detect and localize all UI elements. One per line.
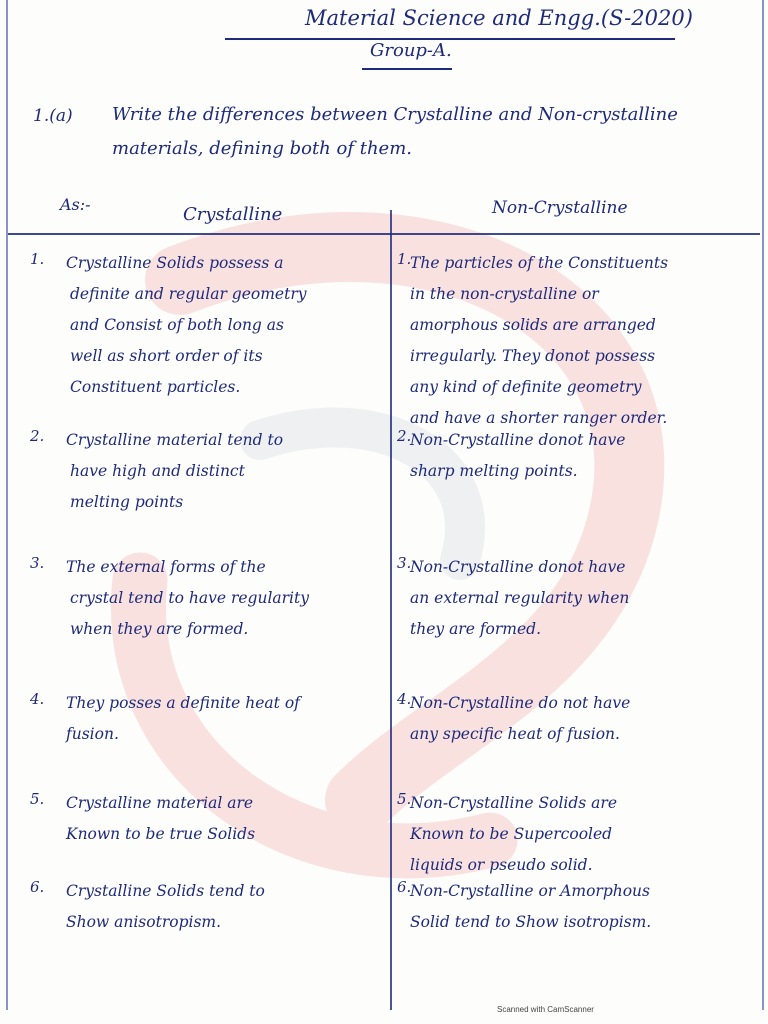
text-line: in the non-crystalline or [410,285,599,303]
table-header-rule [8,233,760,235]
text-line: The external forms of the [66,558,266,576]
text-line: Non-Crystalline donot have [410,558,626,576]
text-line: Non-Crystalline do not have [410,694,631,712]
text-line: Non-Crystalline donot have [410,431,626,449]
text-line: Known to be true Solids [66,825,256,843]
text-line: any specific heat of fusion. [410,725,620,743]
row-4-left-text [66,688,384,750]
text-line: liquids or pseudo solid. [410,856,593,874]
answer-label: As:- [60,195,91,214]
row-4-left-number: 4. [30,690,45,708]
text-line: well as short order of its [70,347,263,365]
row-5-left-number: 5. [30,790,45,808]
row-2-left-number: 2. [30,427,45,445]
text-line: sharp melting points. [410,462,578,480]
text-line: irregularly. They donot possess [410,347,656,365]
text-line: The particles of the Constituents [410,254,669,272]
row-4-right-number: 4. [397,690,412,708]
row-2-right-text [410,425,760,487]
text-line: Crystalline Solids possess a [66,254,284,272]
text-line: any kind of definite geometry [410,378,642,396]
row-2-left-text [66,425,384,518]
column-heading-non-crystalline: Non-Crystalline [492,198,628,218]
text-line: Crystalline Solids tend to [66,882,265,900]
row-3-left-text [66,552,384,645]
text-line: Non-Crystalline or Amorphous [410,882,650,900]
text-line: They posses a definite heat of [66,694,300,712]
row-6-left-number: 6. [30,878,45,896]
text-line: an external regularity when [410,589,630,607]
text-line: melting points [70,493,184,511]
row-6-left-text [66,876,384,938]
group-underline [362,68,452,70]
row-6-right-number: 6. [397,878,412,896]
group-heading: Group-A. [370,40,452,61]
row-4-right-text [410,688,760,750]
page-title: Material Science and Engg.(S-2020) [305,6,693,30]
text-line: Solid tend to Show isotropism. [410,913,652,931]
table-column-divider [390,210,392,1010]
row-3-right-number: 3. [397,554,412,572]
row-6-right-text [410,876,760,938]
text-line: have high and distinct [70,462,245,480]
row-5-left-text [66,788,384,850]
text-line: when they are formed. [70,620,249,638]
text-line: definite and regular geometry [70,285,307,303]
text-line: crystal tend to have regularity [70,589,309,607]
right-margin-line [762,0,764,1010]
scanner-footer: Scanned with CamScanner [497,1005,594,1014]
column-heading-crystalline: Crystalline [183,204,283,225]
text-line: Known to be Supercooled [410,825,613,843]
row-1-right-number: 1. [397,250,412,268]
question-number: 1.(a) [33,106,73,126]
text-line: Show anisotropism. [66,913,222,931]
row-1-left-number: 1. [30,250,45,268]
text-line: Crystalline material are [66,794,254,812]
row-3-right-text [410,552,760,645]
left-margin-line [6,0,8,1010]
question-text-line-1: Write the differences between Crystalline and Non-crystalline [112,104,678,125]
text-line: they are formed. [410,620,542,638]
text-line: Crystalline material tend to [66,431,284,449]
text-line: Non-Crystalline Solids are [410,794,618,812]
row-2-right-number: 2. [397,427,412,445]
row-5-right-text [410,788,760,881]
text-line: and Consist of both long as [70,316,284,334]
row-1-left-text [66,248,384,403]
text-line: Constituent particles. [70,378,241,396]
text-line: fusion. [66,725,119,743]
row-1-right-text [410,248,760,434]
row-3-left-number: 3. [30,554,45,572]
question-text-line-2: materials, defining both of them. [112,138,412,159]
row-5-right-number: 5. [397,790,412,808]
text-line: amorphous solids are arranged [410,316,656,334]
text-line: and have a shorter ranger order. [410,409,668,427]
